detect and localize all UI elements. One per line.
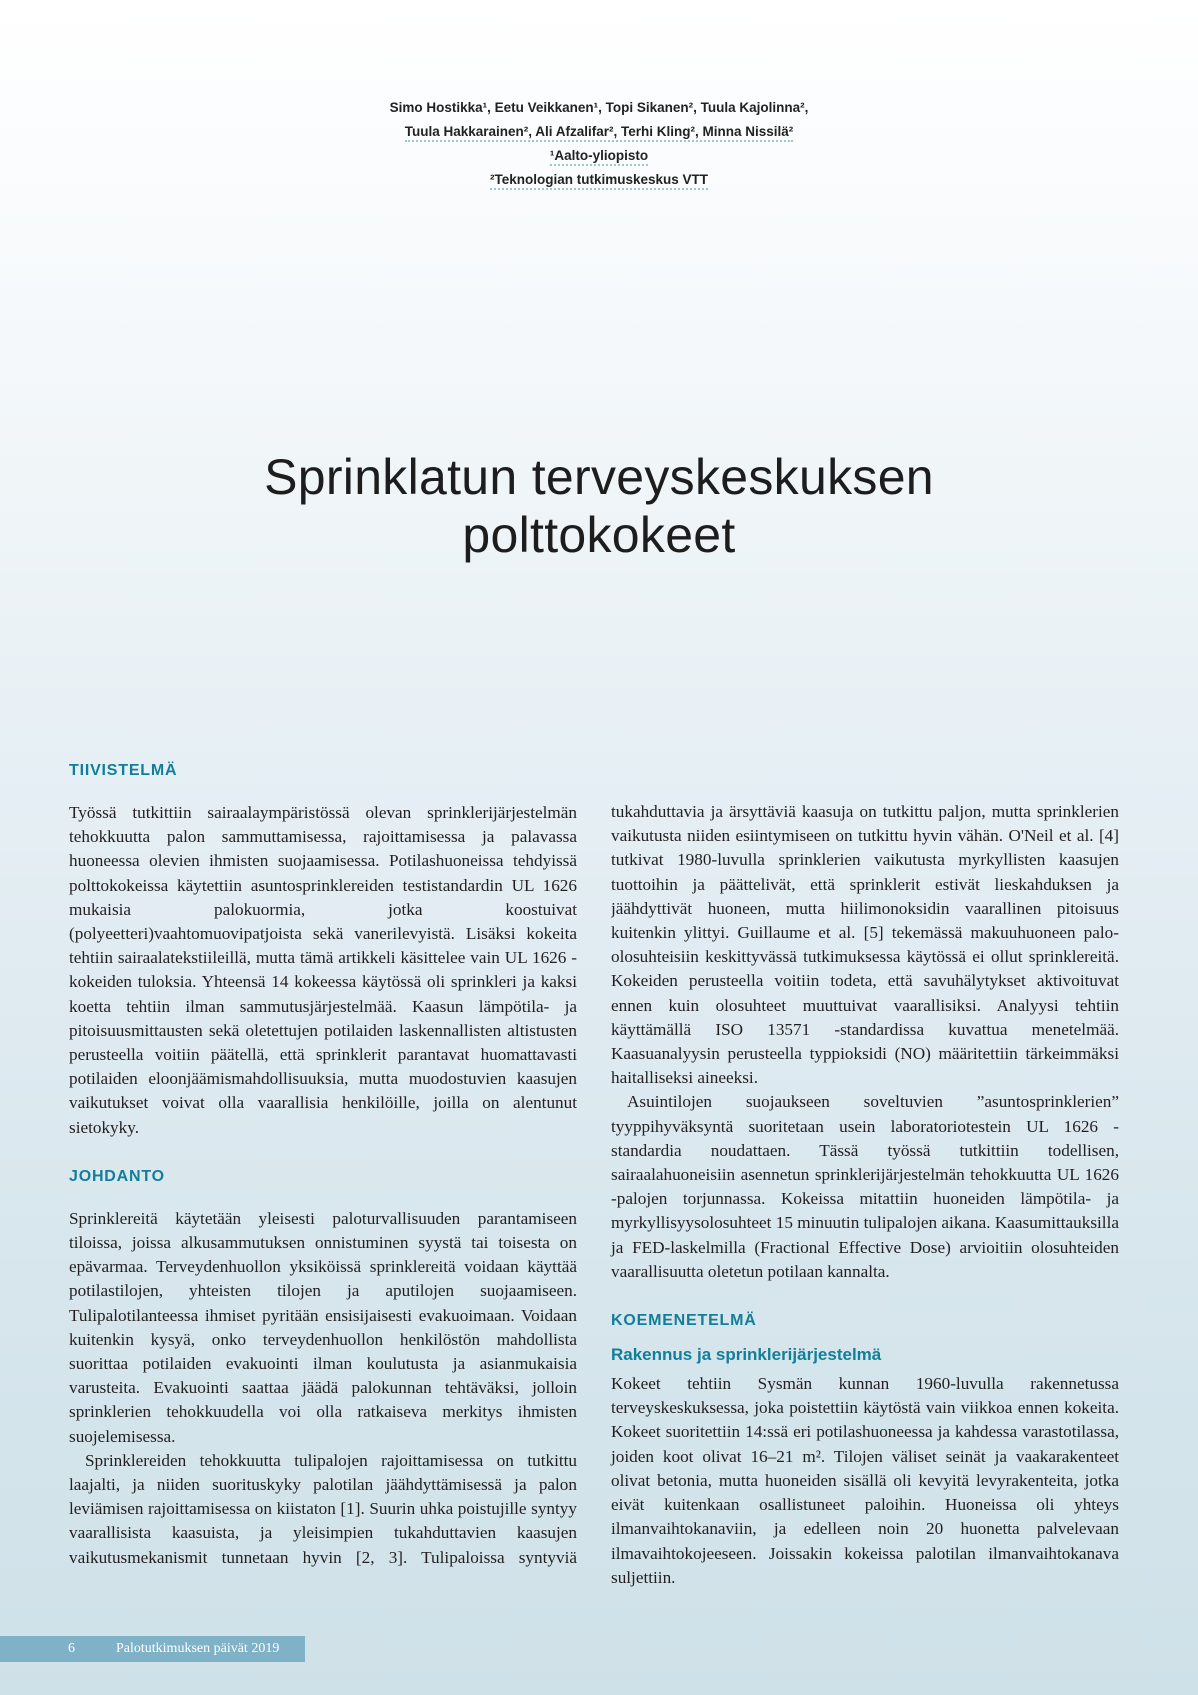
section-heading-koemenetelma: KOEMENETELMÄ — [611, 1312, 757, 1330]
section-heading-tiivistelma: TIIVISTELMÄ — [69, 762, 178, 779]
left-column — [69, 760, 577, 1570]
intro-paragraph-2-continued — [611, 800, 1119, 1090]
title-line-1: Sprinklatun terveyskeskuksen — [264, 449, 934, 505]
page-footer — [0, 1636, 305, 1662]
intro-paragraph-2-continuation: tukahduttavia ja ärsyttäviä kaasuja on tutkittu paljon, mutta sprinklerien vaikutusta niiden esiintymiseen on tutkittu hyvin vähän. O'Neil et al. [4] tutkivat 1980-luvulla sprinklerien vaikutusta myrkyllisten kaasujen tuottoihin ja päättelivät, että sprinklerit estivät lieskahduksen ja jäähdyttivät huoneen, mutta hiilimonoksidin vaarallinen pitoisuus kuitenkin ylittyi. Guillaume et al. [5] tekemässä makuuhuoneen palo-olosuhteisiin keskittyvässä tutkimuksessa käytössä ei ollut sprinklereitä. Kokeiden perusteella voitiin todeta, että savuhälytykset aktivoituvat ennen kuin olosuhteet muuttuivat vaarallisiksi. Analyysi tehtiin käyttämällä ISO 13571 -standardissa kuvattua menetelmää. Kaasuanalyysin perusteella typpioksidi (NO) määritettiin tärkeimmäksi haitalliseksi aineeksi. — [611, 802, 1119, 1088]
affiliation-2: ²Teknologian tutkimuskeskus VTT — [490, 172, 708, 190]
title-line-2: polttokokeet — [462, 507, 736, 563]
affiliation-1: ¹Aalto-yliopisto — [550, 148, 648, 166]
section-heading-johdanto: JOHDANTO — [69, 1167, 165, 1185]
author-block — [0, 96, 1198, 192]
subsection-heading: Rakennus ja sprinklerijärjestelmä — [611, 1345, 882, 1365]
author-line-1: Simo Hostikka¹, Eetu Veikkanen¹, Topi Sikanen², Tuula Kajolinna², — [389, 100, 809, 115]
page-title — [0, 448, 1198, 564]
abstract-paragraph: Työssä tutkittiin sairaalaympäristössä olevan sprinklerijärjestelmän tehokkuutta palon sammuttamisessa, rajoittamisessa ja palavassa huoneessa olevien ihmisten suojaamisessa. Potilashuoneissa tehdyissä polttokokeissa käytettiin asuntosprinklereiden testistandardin UL 1626 mukaisia palokuormia, jotka koostuivat (polyeetteri)vaahtomuovipatjoista sekä vanerilevyistä. Lisäksi kokeita tehtiin sairaalatekstiileillä, mutta tämä artikkeli käsittelee vain UL 1626 -kokeiden tuloksia. Yhteensä 14 kokeessa käytössä oli sprinkleri ja kaksi koetta tehtiin ilman sammutusjärjestelmää. Kaasun lämpötila- ja pitoisuusmittausten sekä oletettujen potilaiden laskennallisten altistusten perusteella voitiin päätellä, että sprinklerit parantavat huomattavasti potilaiden eloonjäämismahdollisuuksia, mutta muodostuvien kaasujen vaikutukset voivat olla vaarallisia henkilöille, joilla on alentunut sietokyky. — [69, 803, 577, 1137]
intro-paragraph-1: Sprinklereitä käytetään yleisesti paloturvallisuuden parantamiseen tiloissa, joissa alkusammutuksen onnistuminen syystä tai toisesta on epävarmaa. Terveydenhuollon yksiköissä sprinklereitä voidaan käyttää potilastilojen, yhteisten tilojen ja aputilojen suojaamiseen. Tulipalotilanteessa ihmiset pyritään ensisijaisesti evakuoimaan. Voidaan kuitenkin kysyä, onko terveydenhuollon henkilöstön mahdollista suorittaa potilaiden evakuointi ilman koulutusta ja asianmukaisia varusteita. Evakuointi saattaa jäädä palokunnan tehtäväksi, jolloin sprinklerien tehokkuudella voi olla ratkaiseva merkitys ihmisten suojelemisessa. — [69, 1208, 577, 1446]
method-paragraph: Kokeet tehtiin Sysmän kunnan 1960-luvulla rakennetussa terveyskeskuksessa, joka poistettiin käytöstä vain viikkoa ennen kokeita. Kokeet suoritettiin 14:ssä eri potilashuoneessa ja kahdessa varastotilassa, joiden koot olivat 16–21 m². Tilojen väliset seinät ja vaakarakenteet olivat betonia, mutta huoneiden sisällä oli kevyitä levyrakenteita, jotka eivät kuitenkaan osallistuneet paloihin. Huoneissa oli yhteys ilmanvaihtokanaviin, ja edelleen noin 20 huonetta palvelevaan ilmavaihtokojeeseen. Joissakin kokeissa palotilan ilmanvaihtokanava suljettiin. — [611, 1374, 1119, 1587]
intro-paragraph-2-part-1 — [69, 1449, 577, 1570]
intro-paragraph-3: Asuintilojen suojaukseen soveltuvien ”asuntosprinklerien” tyyppihyväksyntä suoritetaan usein laboratoriotestein UL 1626 -standardia noudattaen. Tässä työssä tutkittiin todellisen, sairaalahuoneisiin asennetun sprinklerijärjestelmän tehokkuutta UL 1626 -palojen torjunnassa. Kokeissa mitattiin huoneiden lämpötila- ja myrkyllisyysolosuhteet 15 minuutin tulipalojen aikana. Kaasumittauksilla ja FED-laskelmilla (Fractional Effective Dose) arvioitiin olosuhteiden vaarallisuutta oletetun potilaan kannalta. — [611, 1092, 1119, 1281]
author-line-2: Tuula Hakkarainen², Ali Afzalifar², Terhi Kling², Minna Nissilä² — [405, 124, 794, 142]
intro-paragraph-2: Sprinklereiden tehokkuutta tulipalojen rajoittamisessa on tutkittu laajalti, ja niiden suorituskyky palotilan jäähdyttämisessä ja palon leviämisen rajoittamisessa on kiistaton [1]. Suurin uhka poistujille syntyy vaarallisista kaasuista, ja yleisimpien tukahduttavien kaasujen vaikutusmekanismit tunnetaan hyvin [2, 3]. Tulipaloissa syntyviä — [69, 1450, 577, 1567]
publication-name: Palotutkimuksen päivät 2019 — [116, 1641, 280, 1656]
page-number: 6 — [68, 1641, 75, 1656]
right-column — [611, 800, 1119, 1590]
